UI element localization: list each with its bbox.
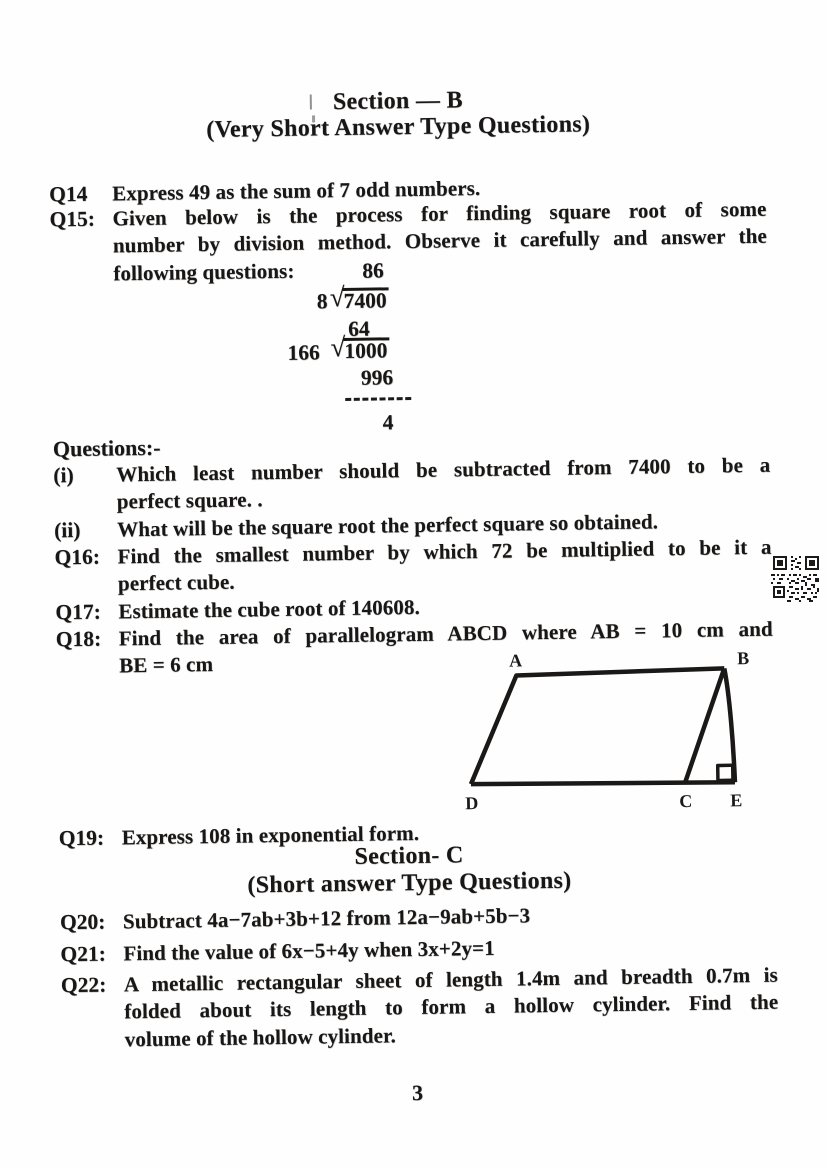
question-text: BE = 6 cm: [118, 652, 214, 678]
section-c-subtitle: (Short answer Type Questions): [247, 867, 572, 899]
question-text: Express 49 as the sum of 7 odd numbers.: [111, 175, 481, 206]
question-text: perfect cube.: [117, 570, 235, 596]
question-text: volume of the hollow cylinder.: [124, 1023, 396, 1052]
question-text: Estimate the cube root of 140608.: [118, 594, 421, 624]
question-text: following questions:: [113, 258, 295, 286]
qr-code: [771, 556, 821, 602]
divisor-step1: 8: [316, 289, 328, 314]
vertex-label-d: D: [465, 793, 479, 814]
question-q14: [0, 170, 821, 207]
question-label: Q22:: [60, 972, 107, 998]
question-label: Q16:: [54, 544, 101, 570]
question-text: Express 108 in exponential form.: [121, 820, 420, 850]
product-step1: 64: [348, 316, 370, 341]
question-q19: [4, 814, 827, 851]
question-label: Q14: [48, 181, 88, 207]
quotient: 86: [362, 258, 385, 283]
section-b-subtitle: (Very Short Answer Type Questions): [206, 111, 591, 144]
page-number: 3: [411, 1079, 424, 1106]
radical-sign: √: [330, 331, 346, 363]
question-text: Find the area of parallelogram ABCD where AB = 10 cm and: [118, 616, 773, 651]
product-step2: 996: [360, 365, 394, 390]
dividend-step1: 7400: [343, 288, 387, 313]
question-label: Q18:: [55, 626, 102, 652]
vertex-label-a: A: [508, 650, 523, 671]
questions-heading-label: Questions:-: [52, 434, 161, 462]
question-label: (i): [53, 463, 74, 488]
section-b-title: Section — B: [332, 87, 463, 116]
question-text: Find the value of 6x−5+4y when 3x+2y=1: [123, 935, 495, 966]
question-text: Subtract 4a−7ab+3b+12 from 12a−9ab+5b−3: [122, 903, 531, 934]
question-label: (ii): [53, 517, 81, 543]
question-text: Given below is the process for finding square root of some: [112, 196, 767, 231]
question-text: number by division method. Observe it carefully and answer the: [112, 224, 768, 258]
dividend-step2: 1000: [344, 338, 388, 363]
question-text: perfect square. .: [116, 487, 263, 514]
question-text: Find the smallest number by which 72 be multiplied to be it a: [117, 534, 772, 569]
vertex-label-e: E: [730, 790, 743, 811]
vertex-label-b: B: [736, 648, 750, 669]
section-c-title: Section- C: [354, 842, 464, 870]
question-label: Q15:: [49, 206, 96, 232]
question-text: What will be the square root the perfect square so obtained.: [116, 509, 659, 542]
divisor-step2: 166: [287, 340, 320, 365]
vertex-label-c: C: [679, 790, 693, 812]
question-text: A metallic rectangular sheet of length 1.4m and breadth 0.7m is: [123, 962, 778, 997]
remainder: 4: [382, 410, 394, 435]
square-root-working: [280, 256, 428, 443]
question-label: Q21:: [60, 941, 107, 967]
parallelogram-figure: [451, 624, 827, 830]
question-text: Which least number should be subtracted from 7400 to be a: [116, 452, 771, 487]
radical-sign: √: [329, 281, 345, 313]
question-text: folded about its length to form a hollow cylinder. Find the: [124, 990, 779, 1024]
question-label: Q20:: [59, 909, 106, 935]
question-label: Q19:: [58, 825, 105, 851]
division-rule: [345, 397, 411, 401]
question-label: Q17:: [55, 599, 101, 625]
